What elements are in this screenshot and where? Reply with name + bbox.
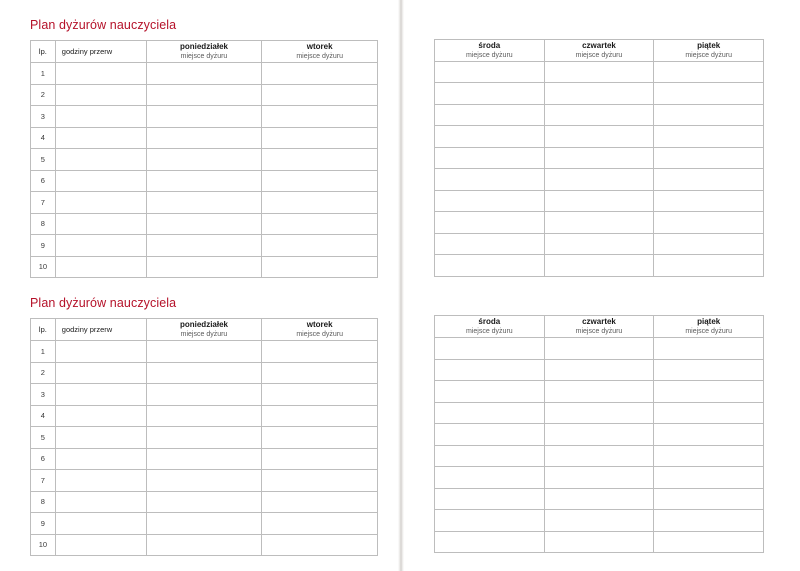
table-row <box>435 61 764 83</box>
cell-monday[interactable] <box>146 235 262 257</box>
cell-wednesday[interactable] <box>435 190 545 212</box>
table-row <box>31 256 378 278</box>
cell-friday[interactable] <box>654 510 764 532</box>
row-number: 10 <box>31 534 56 556</box>
table-row <box>435 169 764 191</box>
cell-monday[interactable] <box>146 170 262 192</box>
duty-plan-block-right-top <box>434 18 764 277</box>
table-row <box>435 381 764 403</box>
cell-thursday[interactable] <box>544 467 654 489</box>
cell-monday[interactable] <box>146 448 262 470</box>
cell-monday[interactable] <box>146 384 262 406</box>
cell-friday[interactable] <box>654 381 764 403</box>
column-header-lp: lp. <box>31 319 56 341</box>
column-header-thursday <box>544 316 654 338</box>
cell-tuesday[interactable] <box>262 149 378 171</box>
day-label: środa <box>478 317 501 326</box>
cell-tuesday[interactable] <box>262 513 378 535</box>
day-label: wtorek <box>306 320 333 329</box>
row-number: 4 <box>31 127 56 149</box>
day-label: piątek <box>697 317 721 326</box>
cell-friday[interactable] <box>654 104 764 126</box>
cell-tuesday[interactable] <box>262 362 378 384</box>
table-row <box>31 384 378 406</box>
cell-wednesday[interactable] <box>435 212 545 234</box>
cell-thursday[interactable] <box>544 190 654 212</box>
cell-wednesday[interactable] <box>435 147 545 169</box>
table-row <box>435 147 764 169</box>
cell-monday[interactable] <box>146 341 262 363</box>
cell-hours[interactable] <box>55 192 146 214</box>
cell-tuesday[interactable] <box>262 405 378 427</box>
cell-tuesday[interactable] <box>262 213 378 235</box>
cell-monday[interactable] <box>146 106 262 128</box>
cell-monday[interactable] <box>146 491 262 513</box>
cell-wednesday[interactable] <box>435 233 545 255</box>
table-row <box>435 190 764 212</box>
table-row <box>435 338 764 360</box>
table-row <box>31 127 378 149</box>
cell-wednesday[interactable] <box>435 467 545 489</box>
table-row <box>31 341 378 363</box>
cell-hours[interactable] <box>55 341 146 363</box>
cell-friday[interactable] <box>654 233 764 255</box>
table-row <box>435 488 764 510</box>
cell-tuesday[interactable] <box>262 106 378 128</box>
cell-thursday[interactable] <box>544 104 654 126</box>
column-header-hours: godziny przerw <box>55 319 146 341</box>
table-row <box>31 84 378 106</box>
cell-wednesday[interactable] <box>435 126 545 148</box>
row-number: 8 <box>31 491 56 513</box>
cell-wednesday[interactable] <box>435 510 545 532</box>
cell-hours[interactable] <box>55 170 146 192</box>
day-label: czwartek <box>582 317 616 326</box>
column-header-tuesday <box>262 319 378 341</box>
cell-tuesday[interactable] <box>262 470 378 492</box>
cell-thursday[interactable] <box>544 488 654 510</box>
row-number: 3 <box>31 384 56 406</box>
cell-hours[interactable] <box>55 427 146 449</box>
cell-wednesday[interactable] <box>435 381 545 403</box>
row-number: 9 <box>31 513 56 535</box>
table-row <box>31 534 378 556</box>
table-row <box>31 427 378 449</box>
day-sublabel: miejsce dyżuru <box>465 51 513 59</box>
cell-wednesday[interactable] <box>435 359 545 381</box>
day-sublabel: miejsce dyżuru <box>296 331 343 338</box>
cell-thursday[interactable] <box>544 531 654 553</box>
cell-thursday[interactable] <box>544 445 654 467</box>
cell-thursday[interactable] <box>544 147 654 169</box>
cell-tuesday[interactable] <box>262 63 378 85</box>
table-header-row <box>31 319 378 341</box>
table-row <box>435 212 764 234</box>
cell-friday[interactable] <box>654 147 764 169</box>
table-row <box>435 445 764 467</box>
column-header-wednesday <box>435 39 545 61</box>
row-number: 7 <box>31 192 56 214</box>
cell-friday[interactable] <box>654 126 764 148</box>
cell-monday[interactable] <box>146 256 262 278</box>
cell-hours[interactable] <box>55 63 146 85</box>
cell-thursday[interactable] <box>544 359 654 381</box>
cell-hours[interactable] <box>55 235 146 257</box>
row-number: 5 <box>31 427 56 449</box>
column-header-friday <box>654 316 764 338</box>
cell-monday[interactable] <box>146 127 262 149</box>
cell-thursday[interactable] <box>544 169 654 191</box>
row-number: 2 <box>31 84 56 106</box>
row-number: 5 <box>31 149 56 171</box>
page-title: Plan dyżurów nauczyciela <box>30 18 177 32</box>
column-header-hours: godziny przerw <box>55 41 146 63</box>
duty-plan-block-left-bottom <box>30 296 378 556</box>
cell-monday[interactable] <box>146 513 262 535</box>
row-number: 3 <box>31 106 56 128</box>
duty-plan-block-right-bottom <box>434 295 764 554</box>
table-row <box>435 104 764 126</box>
right-page <box>404 0 800 571</box>
table-row <box>31 470 378 492</box>
cell-thursday[interactable] <box>544 424 654 446</box>
row-number: 7 <box>31 470 56 492</box>
day-sublabel: miejsce dyżuru <box>575 51 623 59</box>
cell-friday[interactable] <box>654 169 764 191</box>
cell-friday[interactable] <box>654 83 764 105</box>
table-row <box>435 126 764 148</box>
day-sublabel: miejsce dyżuru <box>180 53 228 60</box>
cell-hours[interactable] <box>55 106 146 128</box>
day-sublabel: miejsce dyżuru <box>296 53 343 60</box>
table-row <box>31 170 378 192</box>
cell-hours[interactable] <box>55 470 146 492</box>
cell-friday[interactable] <box>654 338 764 360</box>
table-row <box>31 405 378 427</box>
table-row <box>31 513 378 535</box>
title-spacer <box>434 18 764 39</box>
day-sublabel: miejsce dyżuru <box>180 331 228 338</box>
table-row <box>31 235 378 257</box>
table-row <box>435 83 764 105</box>
row-number: 4 <box>31 405 56 427</box>
cell-wednesday[interactable] <box>435 445 545 467</box>
row-number: 6 <box>31 448 56 470</box>
cell-monday[interactable] <box>146 405 262 427</box>
cell-tuesday[interactable] <box>262 235 378 257</box>
cell-wednesday[interactable] <box>435 104 545 126</box>
table-row <box>435 531 764 553</box>
day-sublabel: miejsce dyżuru <box>575 328 623 335</box>
cell-friday[interactable] <box>654 531 764 553</box>
cell-tuesday[interactable] <box>262 491 378 513</box>
day-label: piątek <box>697 40 721 50</box>
cell-monday[interactable] <box>146 192 262 214</box>
cell-thursday[interactable] <box>544 233 654 255</box>
duty-plan-table <box>434 315 764 553</box>
table-row <box>435 233 764 255</box>
table-row <box>31 448 378 470</box>
row-number: 6 <box>31 170 56 192</box>
day-label: wtorek <box>306 42 333 51</box>
cell-hours[interactable] <box>55 256 146 278</box>
column-header-friday <box>654 39 764 61</box>
cell-friday[interactable] <box>654 212 764 234</box>
column-header-wednesday <box>435 316 545 338</box>
cell-hours[interactable] <box>55 534 146 556</box>
cell-thursday[interactable] <box>544 510 654 532</box>
column-header-monday <box>146 319 262 341</box>
cell-hours[interactable] <box>55 149 146 171</box>
page-title: Plan dyżurów nauczyciela <box>30 296 177 310</box>
cell-wednesday[interactable] <box>435 402 545 424</box>
cell-hours[interactable] <box>55 405 146 427</box>
cell-wednesday[interactable] <box>435 83 545 105</box>
cell-thursday[interactable] <box>544 255 654 277</box>
row-number: 9 <box>31 235 56 257</box>
cell-monday[interactable] <box>146 534 262 556</box>
left-page <box>0 0 398 571</box>
cell-tuesday[interactable] <box>262 256 378 278</box>
table-row <box>31 213 378 235</box>
cell-friday[interactable] <box>654 61 764 83</box>
table-row <box>31 63 378 85</box>
cell-friday[interactable] <box>654 402 764 424</box>
cell-hours[interactable] <box>55 513 146 535</box>
day-sublabel: miejsce dyżuru <box>685 328 732 335</box>
cell-tuesday[interactable] <box>262 341 378 363</box>
cell-wednesday[interactable] <box>435 424 545 446</box>
cell-tuesday[interactable] <box>262 427 378 449</box>
cell-thursday[interactable] <box>544 212 654 234</box>
table-row <box>31 192 378 214</box>
cell-wednesday[interactable] <box>435 488 545 510</box>
table-row <box>31 491 378 513</box>
cell-tuesday[interactable] <box>262 192 378 214</box>
cell-friday[interactable] <box>654 424 764 446</box>
column-header-thursday <box>544 39 654 61</box>
row-number: 2 <box>31 362 56 384</box>
cell-thursday[interactable] <box>544 61 654 83</box>
cell-thursday[interactable] <box>544 402 654 424</box>
day-sublabel: miejsce dyżuru <box>685 51 732 59</box>
table-row <box>435 255 764 277</box>
table-row <box>435 402 764 424</box>
column-header-tuesday <box>262 41 378 63</box>
column-header-monday <box>146 41 262 63</box>
cell-tuesday[interactable] <box>262 534 378 556</box>
table-header-row <box>435 39 764 61</box>
duty-plan-table <box>434 39 764 277</box>
row-number: 1 <box>31 63 56 85</box>
cell-thursday[interactable] <box>544 338 654 360</box>
table-row <box>435 359 764 381</box>
cell-wednesday[interactable] <box>435 169 545 191</box>
table-row <box>435 510 764 532</box>
cell-hours[interactable] <box>55 84 146 106</box>
table-header-row <box>31 41 378 63</box>
cell-hours[interactable] <box>55 384 146 406</box>
row-number: 1 <box>31 341 56 363</box>
day-sublabel: miejsce dyżuru <box>465 328 513 335</box>
cell-wednesday[interactable] <box>435 531 545 553</box>
day-label: środa <box>478 40 501 50</box>
cell-friday[interactable] <box>654 255 764 277</box>
duty-plan-table <box>30 40 378 278</box>
table-row <box>435 467 764 489</box>
table-row <box>435 424 764 446</box>
column-header-lp: lp. <box>31 41 56 63</box>
cell-tuesday[interactable] <box>262 170 378 192</box>
table-header-row <box>435 316 764 338</box>
cell-hours[interactable] <box>55 213 146 235</box>
duty-plan-table <box>30 318 378 556</box>
cell-friday[interactable] <box>654 359 764 381</box>
title-spacer <box>434 295 764 316</box>
cell-tuesday[interactable] <box>262 448 378 470</box>
table-row <box>31 106 378 128</box>
day-label: poniedziałek <box>179 42 228 51</box>
cell-wednesday[interactable] <box>435 338 545 360</box>
cell-monday[interactable] <box>146 362 262 384</box>
cell-wednesday[interactable] <box>435 255 545 277</box>
cell-thursday[interactable] <box>544 83 654 105</box>
cell-hours[interactable] <box>55 362 146 384</box>
cell-monday[interactable] <box>146 470 262 492</box>
cell-thursday[interactable] <box>544 126 654 148</box>
cell-tuesday[interactable] <box>262 384 378 406</box>
day-label: czwartek <box>582 40 616 50</box>
row-number: 8 <box>31 213 56 235</box>
cell-tuesday[interactable] <box>262 127 378 149</box>
cell-hours[interactable] <box>55 491 146 513</box>
cell-friday[interactable] <box>654 190 764 212</box>
cell-thursday[interactable] <box>544 381 654 403</box>
duty-plan-block-left-top <box>30 18 378 278</box>
cell-monday[interactable] <box>146 84 262 106</box>
cell-monday[interactable] <box>146 63 262 85</box>
cell-friday[interactable] <box>654 488 764 510</box>
cell-friday[interactable] <box>654 467 764 489</box>
cell-wednesday[interactable] <box>435 61 545 83</box>
row-number: 10 <box>31 256 56 278</box>
day-label: poniedziałek <box>179 320 228 329</box>
cell-hours[interactable] <box>55 127 146 149</box>
cell-monday[interactable] <box>146 213 262 235</box>
cell-hours[interactable] <box>55 448 146 470</box>
table-row <box>31 149 378 171</box>
cell-friday[interactable] <box>654 445 764 467</box>
cell-monday[interactable] <box>146 149 262 171</box>
table-row <box>31 362 378 384</box>
cell-tuesday[interactable] <box>262 84 378 106</box>
cell-monday[interactable] <box>146 427 262 449</box>
